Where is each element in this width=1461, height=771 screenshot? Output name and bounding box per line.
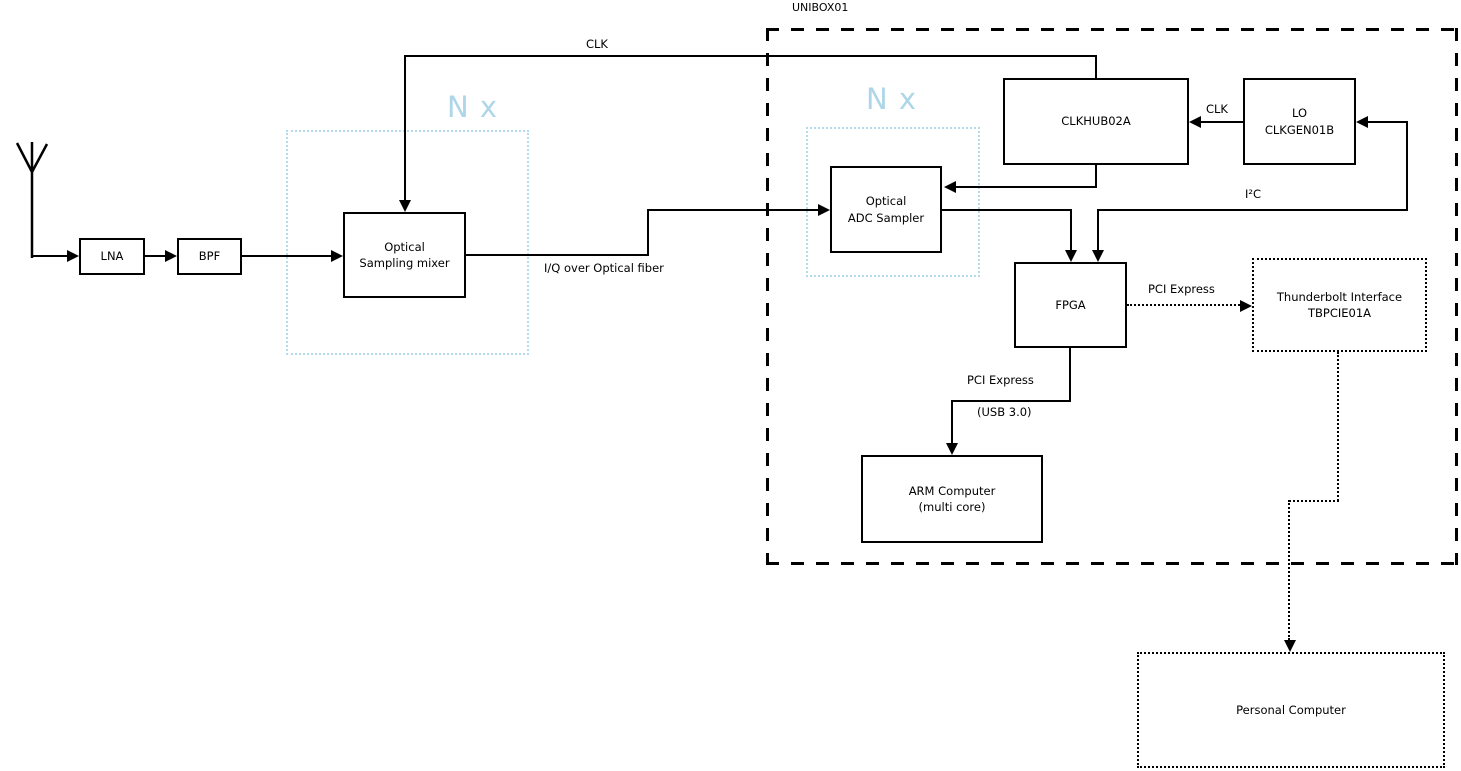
node-lo-label-line1: LO: [1291, 106, 1308, 121]
line-clk-hub-riser: [1095, 55, 1097, 78]
dotted-line-thunderbolt-drop1: [1337, 352, 1339, 501]
clk-lo-to-hub-label: CLK: [1206, 102, 1228, 116]
node-bpf-label: BPF: [198, 249, 221, 264]
line-antenna-to-lna: [31, 255, 68, 257]
line-mixer-output-riser: [647, 209, 649, 256]
arrowhead-into-adc-icon: [818, 204, 830, 216]
node-thunderbolt-interface: [1252, 258, 1427, 352]
line-iq-fiber-run: [647, 209, 819, 211]
node-lo-label-line2: CLKGEN01B: [1264, 122, 1335, 137]
line-lna-to-bpf: [145, 255, 166, 257]
arrowhead-into-clkhub-icon: [1189, 116, 1201, 128]
line-mixer-output-lower: [466, 254, 649, 256]
i2c-label: I²C: [1245, 187, 1262, 201]
node-adc-label-line1: Optical: [865, 194, 907, 209]
line-i2c-riser: [1406, 121, 1408, 211]
node-adc-label-line2: ADC Sampler: [847, 210, 925, 225]
node-arm-label-line2: (multi core): [918, 500, 986, 514]
arrowhead-adc-into-fpga-icon: [1065, 250, 1077, 262]
arrowhead-into-lna-icon: [67, 250, 79, 262]
node-clkhub-label: CLKHUB02A: [1061, 114, 1131, 129]
node-fpga-label: FPGA: [1055, 297, 1086, 312]
arrowhead-into-thunderbolt-icon: [1240, 300, 1252, 312]
line-bpf-to-mixer: [242, 255, 332, 257]
line-fpga-to-arm-drop2: [951, 400, 953, 443]
dotted-line-fpga-to-thunderbolt: [1127, 304, 1240, 306]
unibox01-border-right: [1455, 28, 1458, 565]
line-i2c-into-lo: [1368, 121, 1408, 123]
usb-label: (USB 3.0): [977, 405, 1032, 419]
clk-top-label: CLK: [586, 37, 608, 51]
line-fpga-to-arm-drop1: [1069, 348, 1071, 402]
node-lo-clkgen01b: [1243, 78, 1356, 165]
node-optical-sampling-mixer: [343, 212, 466, 298]
dotted-line-thunderbolt-jog: [1289, 500, 1339, 502]
node-clkhub02a: [1003, 78, 1189, 165]
antenna-icon: [8, 136, 56, 260]
line-i2c-drop-to-fpga: [1097, 209, 1099, 250]
line-lo-to-hub: [1201, 121, 1243, 123]
unibox01-label: UNIBOX01: [792, 1, 849, 14]
line-clk-drop-to-mixer: [404, 55, 406, 201]
line-i2c-run: [1097, 209, 1408, 211]
node-thunderbolt-label-line1: Thunderbolt Interface: [1276, 289, 1403, 304]
line-adc-to-fpga-drop: [1070, 209, 1072, 250]
node-arm-label-line1: ARM Computer: [908, 483, 996, 498]
unibox01-border-top: [766, 28, 1458, 31]
dotted-line-thunderbolt-drop2: [1288, 500, 1290, 640]
line-hub-to-adc-run: [955, 186, 1097, 188]
nx-label-mixer: N x: [447, 90, 499, 124]
pcie-arm-label: PCI Express: [967, 373, 1034, 387]
line-fpga-to-arm-run: [951, 400, 1071, 402]
pcie-thunderbolt-label: PCI Express: [1148, 282, 1215, 296]
node-lna: [79, 238, 145, 275]
arrowhead-into-lo-icon: [1356, 116, 1368, 128]
node-mixer-label-line1: Optical: [384, 239, 425, 254]
node-pc-label: Personal Computer: [1236, 702, 1346, 717]
arrowhead-into-pc-icon: [1284, 640, 1296, 652]
arrowhead-into-arm-icon: [946, 443, 958, 455]
arrowhead-into-adc-right-icon: [944, 181, 956, 193]
arrowhead-into-bpf-icon: [165, 250, 177, 262]
node-thunderbolt-label-line2: TBPCIE01A: [1307, 306, 1372, 320]
node-mixer-label-line2: Sampling mixer: [359, 256, 450, 270]
line-adc-to-fpga-run: [942, 209, 1072, 211]
nx-label-adc: N x: [866, 82, 918, 116]
node-arm-computer: [861, 455, 1043, 543]
unibox01-border-bottom: [766, 562, 1458, 565]
node-lna-label: LNA: [100, 249, 124, 264]
arrowhead-into-mixer-top-icon: [399, 200, 411, 212]
line-hub-to-adc-drop: [1095, 165, 1097, 188]
line-clk-top-run: [404, 55, 1097, 57]
node-bpf: [177, 238, 242, 275]
unibox01-border-left: [766, 28, 769, 565]
node-optical-adc-sampler: [830, 166, 942, 253]
node-fpga: [1014, 262, 1127, 348]
arrowhead-into-mixer-icon: [331, 250, 343, 262]
node-personal-computer: [1137, 652, 1445, 768]
arrowhead-i2c-into-fpga-icon: [1092, 250, 1104, 262]
iq-fiber-label: I/Q over Optical fiber: [544, 261, 664, 275]
